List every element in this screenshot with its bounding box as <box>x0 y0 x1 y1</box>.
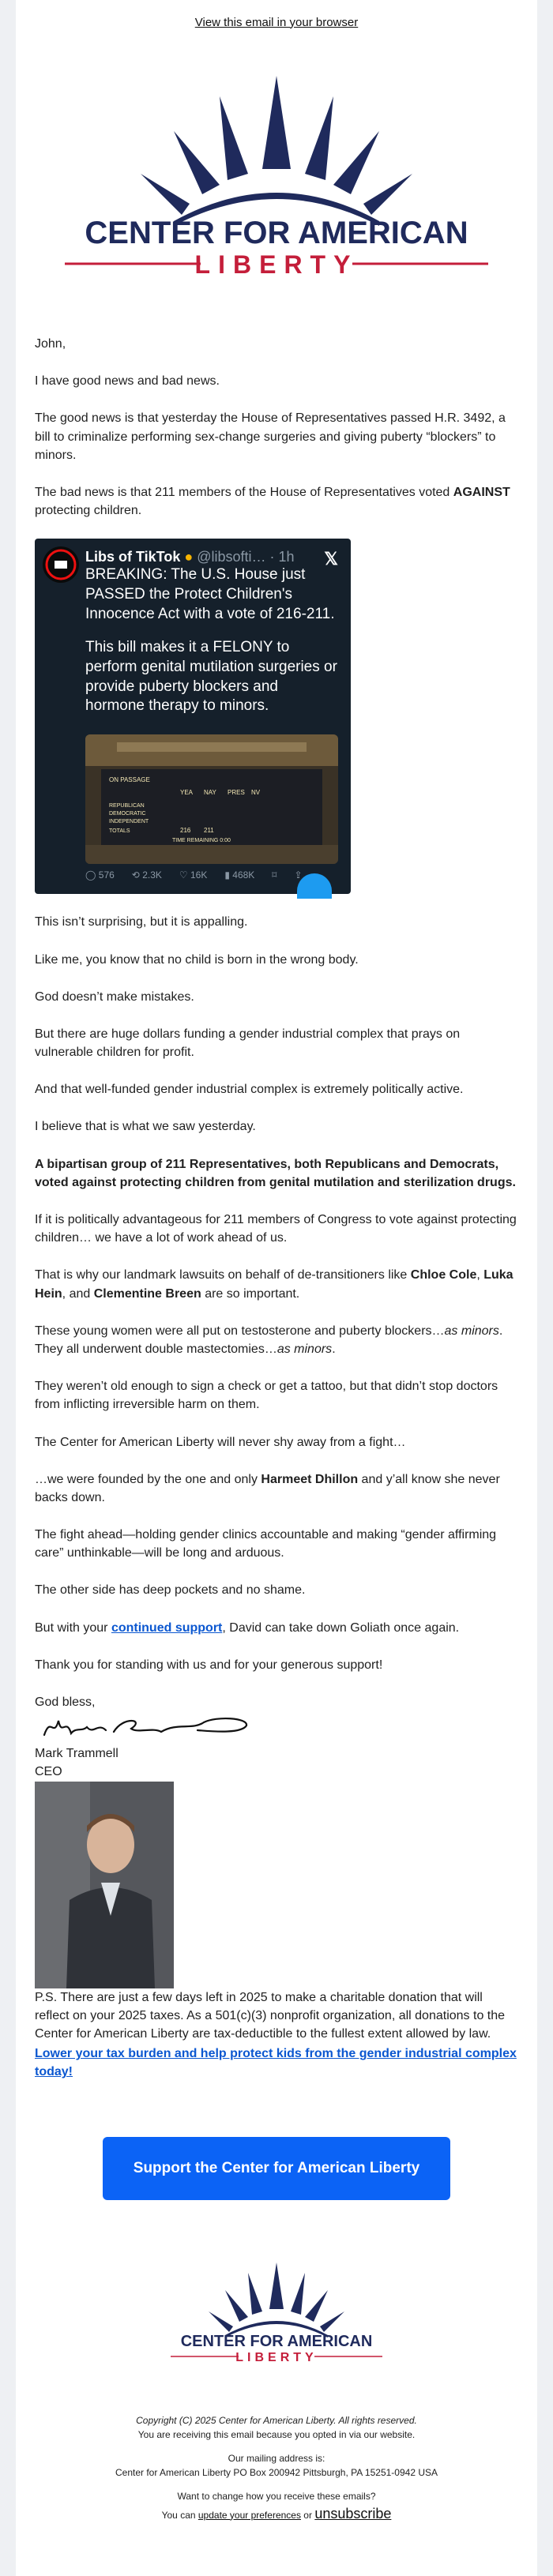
tweet-text: BREAKING: The U.S. House just PASSED the Protect Children's Innocence Act with a vote of 216-211. This bill makes it a FELONY to perform genital mutilation surgeries or provide puberty blockers and hormone therapy to minors. <box>85 566 337 715</box>
tweet-photo[interactable] <box>85 734 338 864</box>
mailing-address: Center for American Liberty PO Box 200942 Pittsburgh, PA 15251-0942 USA <box>115 2466 438 2478</box>
handwritten-signature <box>35 1711 518 1744</box>
paragraph: The fight ahead—holding gender clinics accountable and making “gender affirming care” unthinkable—will be long and arduous. <box>35 1528 497 1560</box>
embedded-tweet[interactable] <box>35 539 351 894</box>
paragraph: These young women were all put on testosterone and puberty blockers…as minors. They all underwent double mastectomies…as minors. <box>35 1324 503 1356</box>
signer-title: CEO <box>35 1765 62 1779</box>
paragraph: This isn’t surprising, but it is appalling. <box>35 915 248 929</box>
greeting: John, <box>35 337 66 351</box>
paragraph: But there are huge dollars funding a gender industrial complex that prays on vulnerable children for profit. <box>35 1027 461 1060</box>
paragraph: I have good news and bad news. <box>35 374 220 389</box>
sunburst-logo-icon <box>166 2260 387 2371</box>
cta-wrap <box>16 2137 537 2200</box>
paragraph: Thank you for standing with us and for your generous support! <box>35 1658 383 1672</box>
footer: Copyright (C) 2025 Center for American Liberty. All rights reserved. You are receiving this email because you opted in via our website. Our mailing address is: Center for American Liberty PO Box 200942 Pittsburgh, PA 15251-0942 USA Want to change how you receive these emails? You can update your preferences or unsubscribe <box>115 2414 438 2522</box>
tweet-author-name[interactable]: Libs of TikTok <box>85 549 181 565</box>
bookmark-icon[interactable]: ⌑ <box>272 869 277 881</box>
verified-badge-icon: ● <box>184 549 194 565</box>
paragraph: A bipartisan group of 211 Representatives, both Republicans and Democrats, voted against protecting children from genital mutilation and sterilization drugs. <box>35 1157 516 1189</box>
paragraph: The Center for American Liberty will never shy away from a fight… <box>35 1435 406 1449</box>
svg-text:PRES: PRES <box>228 789 245 797</box>
brand-logo <box>55 76 498 287</box>
paragraph: If it is politically advantageous for 211 members of Congress to vote against protecting children… we have a lot of work ahead of us. <box>35 1213 517 1245</box>
postscript: P.S. There are just a few days left in 2025 to make a charitable donation that will reflect on your 2025 taxes. As a 501(c)(3) nonprofit organization, all donations to the Center for American Liberty are tax-deductible to the fullest extent allowed by law. <box>35 1990 506 2041</box>
svg-text:216: 216 <box>180 827 191 835</box>
opt-in-text: You are receiving this email because you opted in via our website. <box>137 2428 416 2440</box>
support-button[interactable]: Support the Center for American Liberty <box>103 2137 450 2200</box>
logo-line1: CENTER FOR AMERICAN <box>85 216 468 250</box>
ceo-portrait-photo <box>35 1782 174 1988</box>
paragraph: That is why our landmark lawsuits on behalf of de-transitioners like Chloe Cole, Luka Hein, and Clementine Breen are so important. <box>35 1268 514 1301</box>
svg-text:TIME REMAINING 0:00: TIME REMAINING 0:00 <box>172 838 231 844</box>
tweet-header <box>85 546 295 567</box>
paragraph: But with your continued support, David can take down Goliath once again. <box>35 1620 460 1635</box>
closing: God bless, <box>35 1695 96 1709</box>
svg-text:NAY: NAY <box>204 789 216 797</box>
svg-text:CENTER FOR AMERICAN: CENTER FOR AMERICAN <box>180 2332 373 2350</box>
svg-text:TOTALS: TOTALS <box>109 828 130 835</box>
unsubscribe-link[interactable]: unsubscribe <box>314 2505 392 2522</box>
svg-text:NV: NV <box>251 789 261 797</box>
copyright-text: Copyright (C) 2025 Center for American Liberty. All rights reserved. <box>136 2414 417 2426</box>
paragraph: They weren’t old enough to sign a check or get a tattoo, but that didn’t stop doctors from inflicting irreversible harm on them. <box>35 1380 498 1412</box>
address-label: Our mailing address is: <box>228 2452 325 2464</box>
svg-text:YEA: YEA <box>180 789 194 797</box>
topbar <box>16 0 537 44</box>
paragraph <box>35 2045 518 2081</box>
change-prompt: Want to change how you receive these emails? <box>177 2490 376 2502</box>
svg-text:REPUBLICAN: REPUBLICAN <box>109 803 145 809</box>
email-body <box>16 0 537 2576</box>
svg-text:INDEPENDENT: INDEPENDENT <box>109 819 149 825</box>
lower-tax-burden-link[interactable]: Lower your tax burden and help protect kids from the gender industrial complex today! <box>35 2047 517 2079</box>
svg-text:ON PASSAGE: ON PASSAGE <box>109 776 150 784</box>
paragraph: And that well-funded gender industrial complex is extremely politically active. <box>35 1083 464 1097</box>
like-button[interactable]: ♡ 16K <box>179 869 208 881</box>
paragraph: Like me, you know that no child is born in the wrong body. <box>35 952 359 967</box>
signer-name: Mark Trammell <box>35 1747 118 1761</box>
tweet-author-handle: @libsofti… · 1h <box>197 549 295 565</box>
sunburst-logo-icon <box>55 76 498 287</box>
paragraph: The bad news is that 211 members of the House of Representatives voted AGAINST protecting children. <box>35 485 510 518</box>
reply-button[interactable]: ◯ 576 <box>85 869 115 881</box>
x-logo-icon[interactable]: 𝕏 <box>324 549 338 569</box>
paragraph: I believe that is what we saw yesterday. <box>35 1120 256 1134</box>
avatar <box>43 546 79 583</box>
paragraph: The other side has deep pockets and no shame. <box>35 1583 306 1598</box>
update-preferences-link[interactable]: update your preferences <box>198 2509 301 2521</box>
paragraph: God doesn’t make mistakes. <box>35 989 194 1004</box>
repost-button[interactable]: ⟲ 2.3K <box>131 869 162 881</box>
views-count: ▮ 468K <box>224 869 255 881</box>
svg-text:211: 211 <box>204 827 214 835</box>
footer-brand-logo <box>166 2260 387 2371</box>
logo-line2: LIBERTY <box>194 250 359 279</box>
letter-content <box>16 335 537 2082</box>
continued-support-link[interactable]: continued support <box>111 1620 223 1635</box>
share-icon[interactable]: ⇪ <box>294 869 303 881</box>
view-in-browser-link[interactable]: View this email in your browser <box>194 15 359 29</box>
svg-text:LIBERTY: LIBERTY <box>235 2350 318 2364</box>
paragraph: …we were founded by the one and only Harmeet Dhillon and y’all know she never backs down. <box>35 1472 500 1504</box>
paragraph: The good news is that yesterday the House of Representatives passed H.R. 3492, a bill to criminalize performing sex-change surgeries and giving puberty “blockers” to minors. <box>35 411 506 462</box>
svg-text:DEMOCRATIC: DEMOCRATIC <box>109 811 146 817</box>
